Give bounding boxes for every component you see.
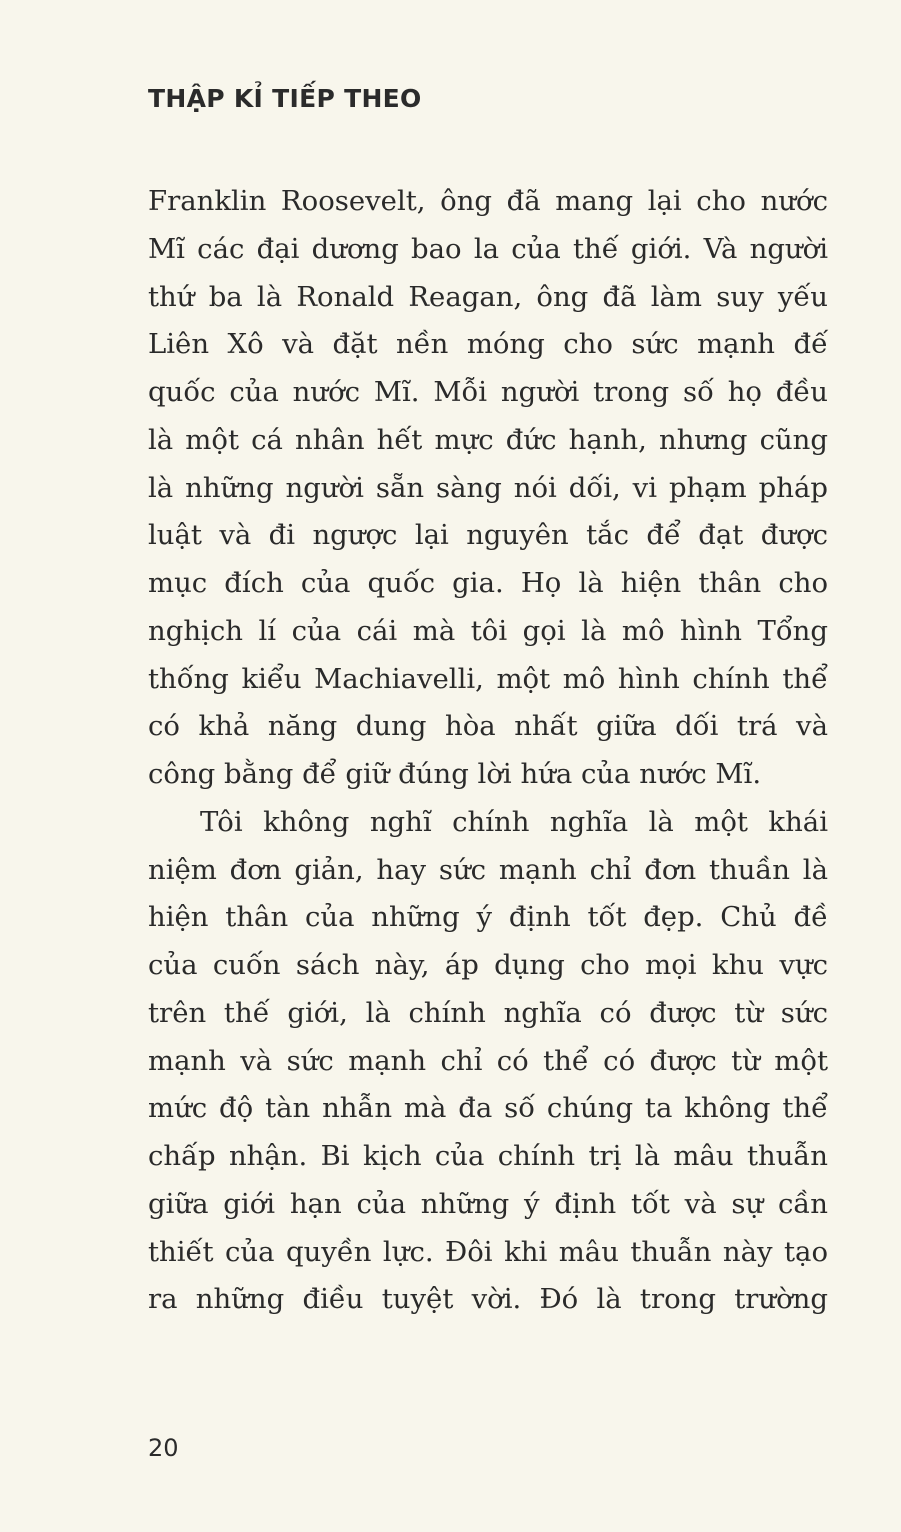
text-line: mức độ tàn nhẫn mà đa số chúng ta không thể bbox=[148, 1092, 828, 1125]
text-line: trên thế giới, là chính nghĩa có được từ sức bbox=[148, 996, 828, 1029]
running-header: THẬP KỈ TIẾP THEO bbox=[148, 84, 422, 113]
text-line: Franklin Roosevelt, ông đã mang lại cho nước bbox=[148, 185, 828, 217]
text-line: Liên Xô và đặt nền móng cho sức mạnh đế bbox=[148, 328, 828, 361]
paragraph bbox=[148, 178, 828, 799]
text-line: là những người sẵn sàng nói dối, vi phạm pháp bbox=[148, 471, 828, 504]
text-line: mục đích của quốc gia. Họ là hiện thân cho bbox=[148, 567, 828, 599]
text-line: thiết của quyền lực. Đôi khi mâu thuẫn này tạo bbox=[148, 1235, 828, 1268]
text-line: quốc của nước Mĩ. Mỗi người trong số họ đều bbox=[148, 376, 828, 408]
text-line: Mĩ các đại dương bao la của thế giới. Và người bbox=[148, 232, 828, 265]
body-text bbox=[148, 178, 828, 1324]
text-line: nghịch lí của cái mà tôi gọi là mô hình Tổng bbox=[148, 614, 828, 647]
text-line: có khả năng dung hòa nhất giữa dối trá và bbox=[148, 710, 828, 743]
text-line: mạnh và sức mạnh chỉ có thể có được từ một bbox=[148, 1044, 828, 1077]
text-line: Tôi không nghĩ chính nghĩa là một khái bbox=[200, 805, 828, 838]
text-line: công bằng để giữ đúng lời hứa của nước Mĩ. bbox=[148, 758, 762, 790]
text-line: ra những điều tuyệt vời. Đó là trong trường bbox=[148, 1283, 828, 1316]
text-line: của cuốn sách này, áp dụng cho mọi khu vực bbox=[148, 949, 828, 981]
text-line: niệm đơn giản, hay sức mạnh chỉ đơn thuần là bbox=[148, 853, 828, 886]
page-number: 20 bbox=[148, 1434, 179, 1462]
text-line: thứ ba là Ronald Reagan, ông đã làm suy yếu bbox=[148, 280, 828, 313]
text-line: thống kiểu Machiavelli, một mô hình chính thể bbox=[148, 662, 828, 695]
text-line: giữa giới hạn của những ý định tốt và sự cần bbox=[148, 1187, 828, 1220]
text-line: chấp nhận. Bi kịch của chính trị là mâu thuẫn bbox=[148, 1140, 828, 1172]
text-line: là một cá nhân hết mực đức hạnh, nhưng cũng bbox=[148, 423, 828, 456]
paragraph bbox=[148, 799, 828, 1324]
text-line: hiện thân của những ý định tốt đẹp. Chủ đề bbox=[148, 901, 828, 934]
text-line: luật và đi ngược lại nguyên tắc để đạt được bbox=[148, 519, 828, 552]
